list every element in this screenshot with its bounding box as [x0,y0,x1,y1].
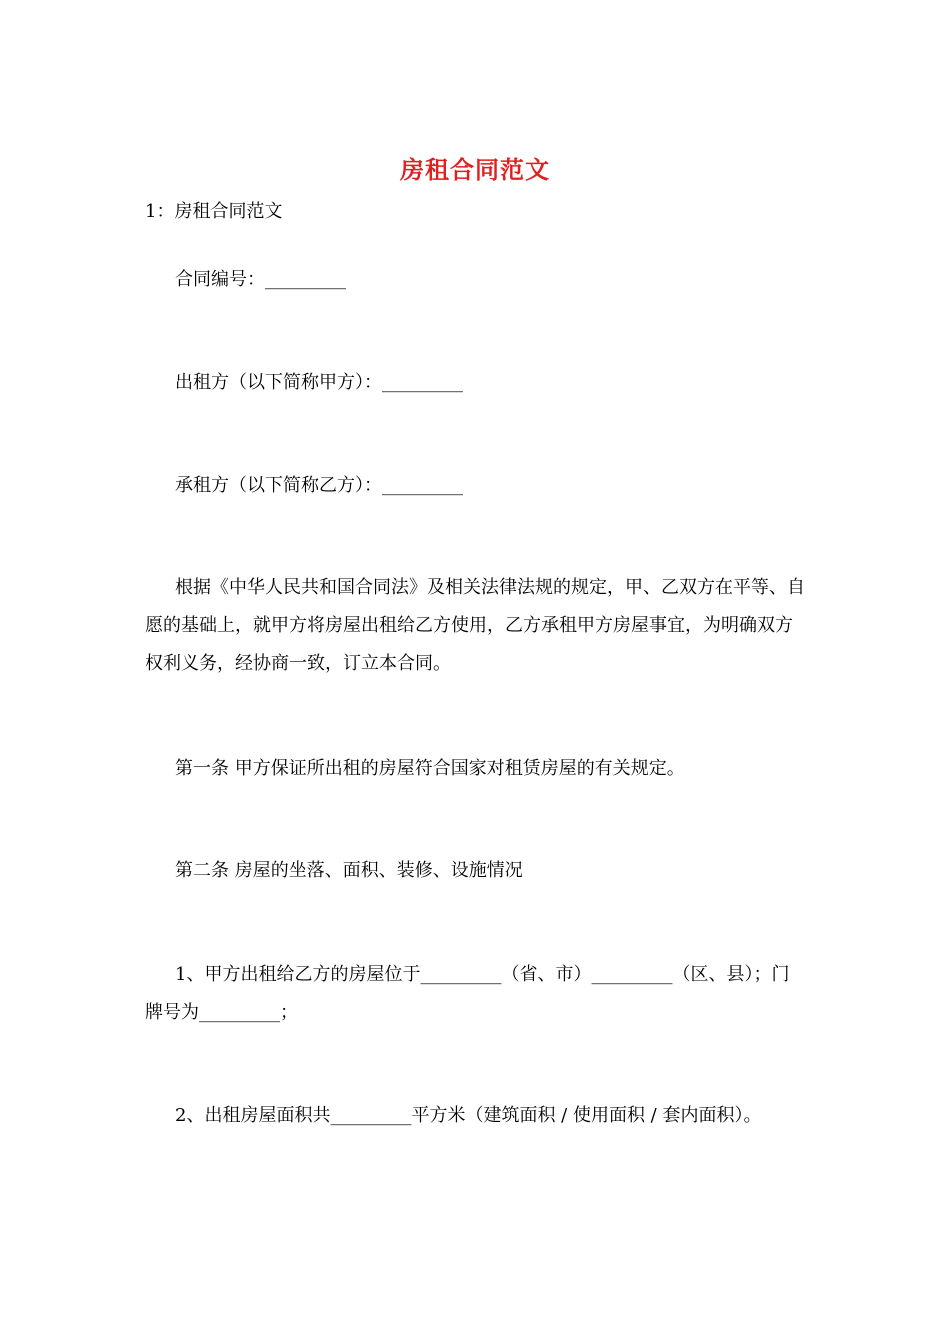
article-2-item-2: 2、出租房屋面积共_________平方米（建筑面积 / 使用面积 / 套内面积）。 [175,1105,762,1126]
document-title: 房租合同范文 [400,155,550,184]
preamble-paragraph: 根据《中华人民共和国合同法》及相关法律法规的规定，甲、乙双方在平等、自愿的基础上，就甲方将房屋出租给乙方使用，乙方承租甲方房屋事宜，为明确双方权利义务，经协商一致，订立本合同。 [145,577,805,674]
lessor-field: 出租方（以下简称甲方）：_________ [175,372,463,393]
lessee-field: 承租方（以下简称乙方）：_________ [175,475,463,496]
contract-number-field: 合同编号：_________ [175,269,346,290]
article-2: 第二条 房屋的坐落、面积、装修、设施情况 [175,860,523,881]
article-1: 第一条 甲方保证所出租的房屋符合国家对租赁房屋的有关规定。 [175,758,685,779]
article-2-item-1: 1、甲方出租给乙方的房屋位于_________（省、市）_________（区、县）；门牌号为_________； [145,964,790,1023]
section-heading: 1：房租合同范文 [145,201,283,222]
